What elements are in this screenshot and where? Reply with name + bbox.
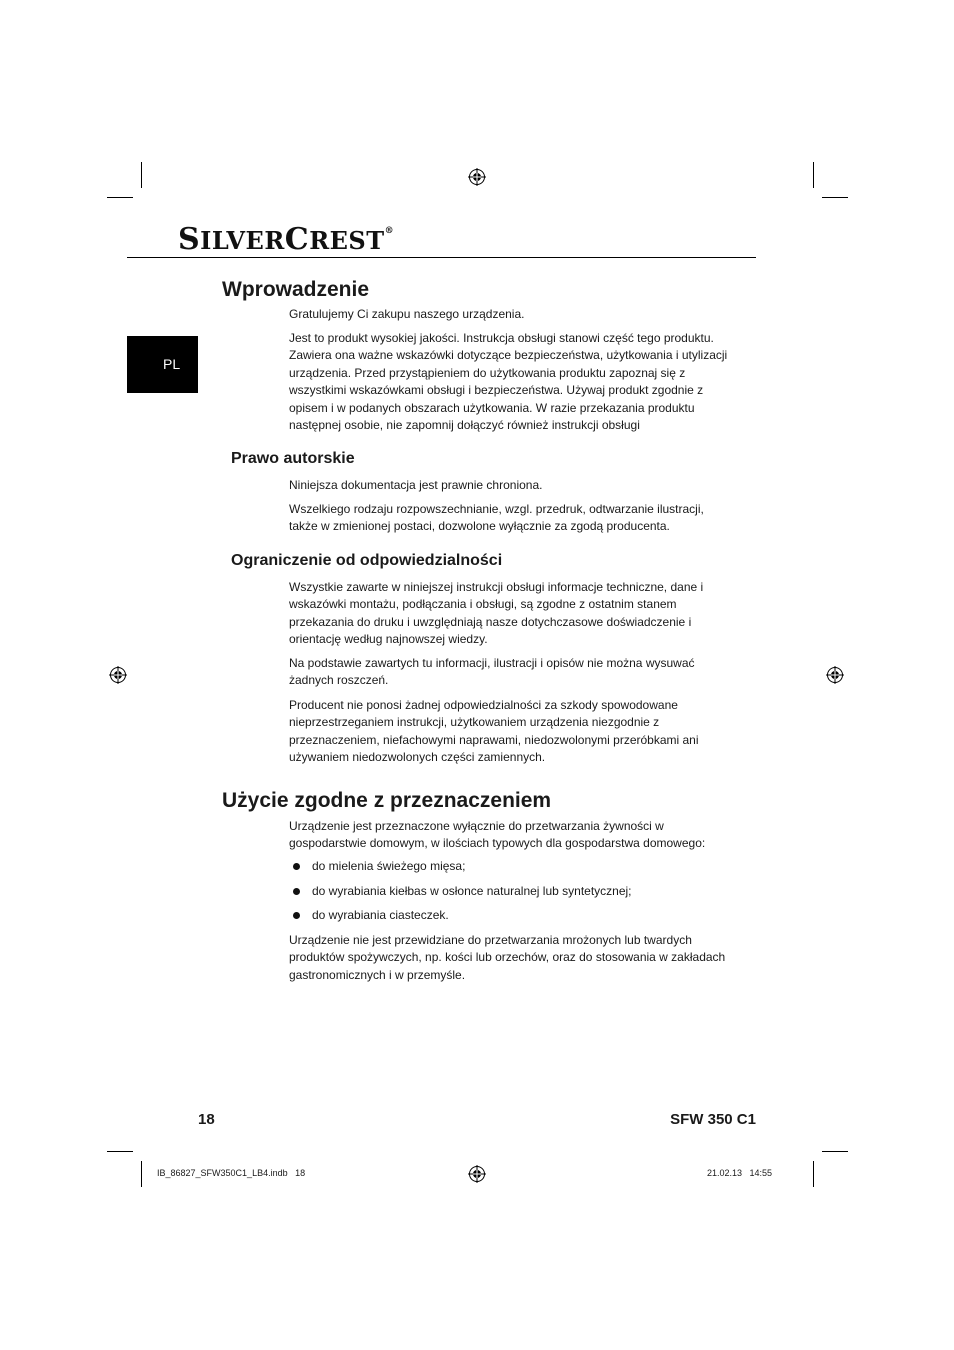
crop-mark [107,1151,133,1152]
paragraph: Na podstawie zawartych tu informacji, ilustracji i opisów nie można wysuwać żadnych roszczeń. [289,656,695,688]
page-number: 18 [198,1111,215,1128]
brand-logo: SILVERCREST® [178,222,395,257]
list-item-text: do wyrabiania ciasteczek. [312,908,449,922]
section-title-liability: Ograniczenie od odpowiedzialności [231,552,503,569]
crop-mark [107,197,133,198]
crop-mark [822,197,848,198]
header-rule [127,257,756,258]
crop-mark [822,1151,848,1152]
section-title-copyright: Prawo autorskie [231,450,355,467]
paragraph: Urządzenie jest przeznaczone wyłącznie do przetwarzania żywności w gospodarstwie domowym, w ilościach typowych dla gospodarstwa domowego: [289,819,706,851]
use-list [289,859,632,933]
paragraph: Urządzenie nie jest przewidziane do przetwarzania mrożonych lub twardych produktów spożywczych, np. kości lub orzechów, oraz do stosowania w zakładach gastronomicznych i w przemyśle. [289,933,726,982]
section-title-intro: Wprowadzenie [222,278,370,301]
section-title-intended-use: Użycie zgodne z przeznaczeniem [222,789,552,812]
list-item [289,859,632,884]
paragraph: Wszelkiego rodzaju rozpowszechnianie, wzgl. przedruk, odtwarzanie ilustracji, także w zmienionej postaci, dozwolone wyłącznie za zgodą producenta. [289,502,704,534]
crop-mark [813,1161,814,1187]
crop-mark [813,162,814,188]
file-slug: IB_86827_SFW350C1_LB4.indb 18 [157,1168,306,1178]
registration-mark-icon [826,666,844,684]
list-item-text: do wyrabiania kiełbas w osłonce naturalnej lub syntetycznej; [312,883,632,898]
crop-mark [141,162,142,188]
paragraph: Wszystkie zawarte w niniejszej instrukcji obsługi informacje techniczne, dane i wskazówki montażu, podłączania i obsługi, są zgodne z ostatnim stanem przekazania do druku i uwzględniają nasze dotychczasowe doświadczenie i orientację według najnowszej wiedzy. [289,580,704,647]
paragraph: Producent nie ponosi żadnej odpowiedzialności za szkody spowodowane nieprzestrzeganiem instrukcji, użytkowaniem urządzenia niezgodnie z przeznaczeniem, niefachowymi naprawami, niedozwolonymi przeróbkami ani używaniem niedozwolonych części zamiennych. [289,698,699,765]
bullet-icon [293,912,300,919]
bullet-icon [293,863,300,870]
model-number: SFW 350 C1 [670,1111,756,1128]
registration-mark-icon [468,1165,486,1183]
print-stamp: 21.02.13 14:55 [707,1168,773,1178]
paragraph: Niniejsza dokumentacja jest prawnie chroniona. [289,478,543,492]
language-tab: PL [127,336,198,393]
paragraph: Gratulujemy Ci zakupu naszego urządzenia. [289,307,525,321]
list-item [289,884,632,909]
list-item-text: do mielenia świeżego mięsa; [312,859,466,873]
paragraph: Jest to produkt wysokiej jakości. Instrukcja obsługi stanowi część tego produktu. Zawiera ona ważne wskazówki dotyczące bezpieczeństwa, użytkowania i utylizacji urządzenia. Przed przystąpieniem do użytkowania produktu zapoznaj się z wszystkimi wskazówkami obsługi i bezpieczeństwa. Używaj produkt zgodnie z opisem i w podanych obszarach użytkowania. W razie przekazania produktu następnej osobie, nie zapomnij dołączyć również instrukcji obsługi [289,331,728,433]
bullet-icon [293,888,300,895]
registration-mark-icon [109,666,127,684]
crop-mark [141,1161,142,1187]
registration-mark-icon [468,168,486,186]
list-item [289,908,632,933]
